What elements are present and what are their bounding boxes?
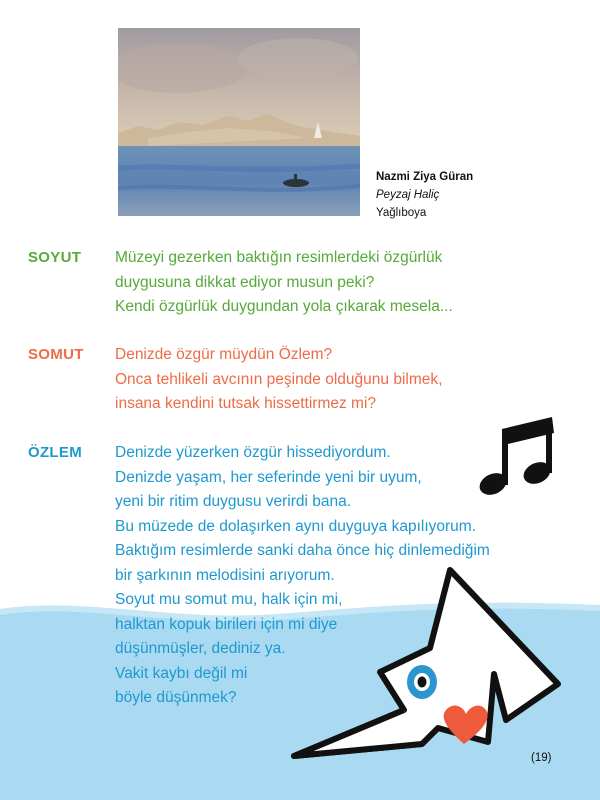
dialogue-line: yeni bir ritim duygusu verirdi bana. — [115, 493, 352, 510]
painting-image — [118, 28, 360, 216]
dialogue-line: Denizde özgür müydün Özlem? — [115, 346, 333, 363]
dialogue-line: Denizde yaşam, her seferinde yeni bir uyum, — [115, 468, 422, 486]
dialogue-line: Kendi özgürlük duygundan yola çıkarak mesela... — [115, 298, 453, 315]
dialogue-line: Vakit kaybı değil mi — [115, 664, 248, 682]
speaker-ozlem: ÖZLEM — [28, 444, 82, 461]
page-number: (19) — [531, 752, 552, 764]
dialogue-line: düşünmüşler, dediniz ya. — [115, 640, 286, 657]
dialogue-line: halktan kopuk birileri için mi diye — [115, 615, 338, 633]
dialogue-soyut — [115, 246, 453, 320]
dialogue-line: insana kendini tutsak hissettirmez mi? — [115, 395, 377, 412]
dialogue-line: Denizde yüzerken özgür hissediyordum. — [115, 444, 391, 461]
bird-character-icon — [280, 560, 566, 772]
dialogue-line: böyle düşünmek? — [115, 689, 237, 706]
artwork-medium: Yağlıboya — [376, 207, 427, 219]
dialogue-line: Soyut mu somut mu, halk için mi, — [115, 591, 343, 608]
artwork-title: Peyzaj Haliç — [376, 189, 440, 201]
speaker-soyut: SOYUT — [28, 249, 82, 266]
dialogue-line: duygusuna dikkat ediyor musun peki? — [115, 273, 375, 291]
artwork-caption — [376, 168, 473, 222]
speaker-somut: SOMUT — [28, 346, 84, 363]
music-notes-icon — [476, 415, 558, 499]
dialogue-line: Baktığım resimlerde sanki daha önce hiç dinlemediğim — [115, 542, 490, 559]
dialogue-line: Müzeyi gezerken baktığın resimlerdeki özgürlük — [115, 249, 443, 266]
dialogue-line: bir şarkının melodisini arıyorum. — [115, 566, 335, 584]
dialogue-somut — [115, 343, 442, 417]
dialogue-line: Onca tehlikeli avcının peşinde olduğunu bilmek, — [115, 370, 443, 388]
dialogue-line: Bu müzede de dolaşırken aynı duyguya kapılıyorum. — [115, 517, 477, 535]
artwork-artist: Nazmi Ziya Güran — [376, 171, 474, 183]
